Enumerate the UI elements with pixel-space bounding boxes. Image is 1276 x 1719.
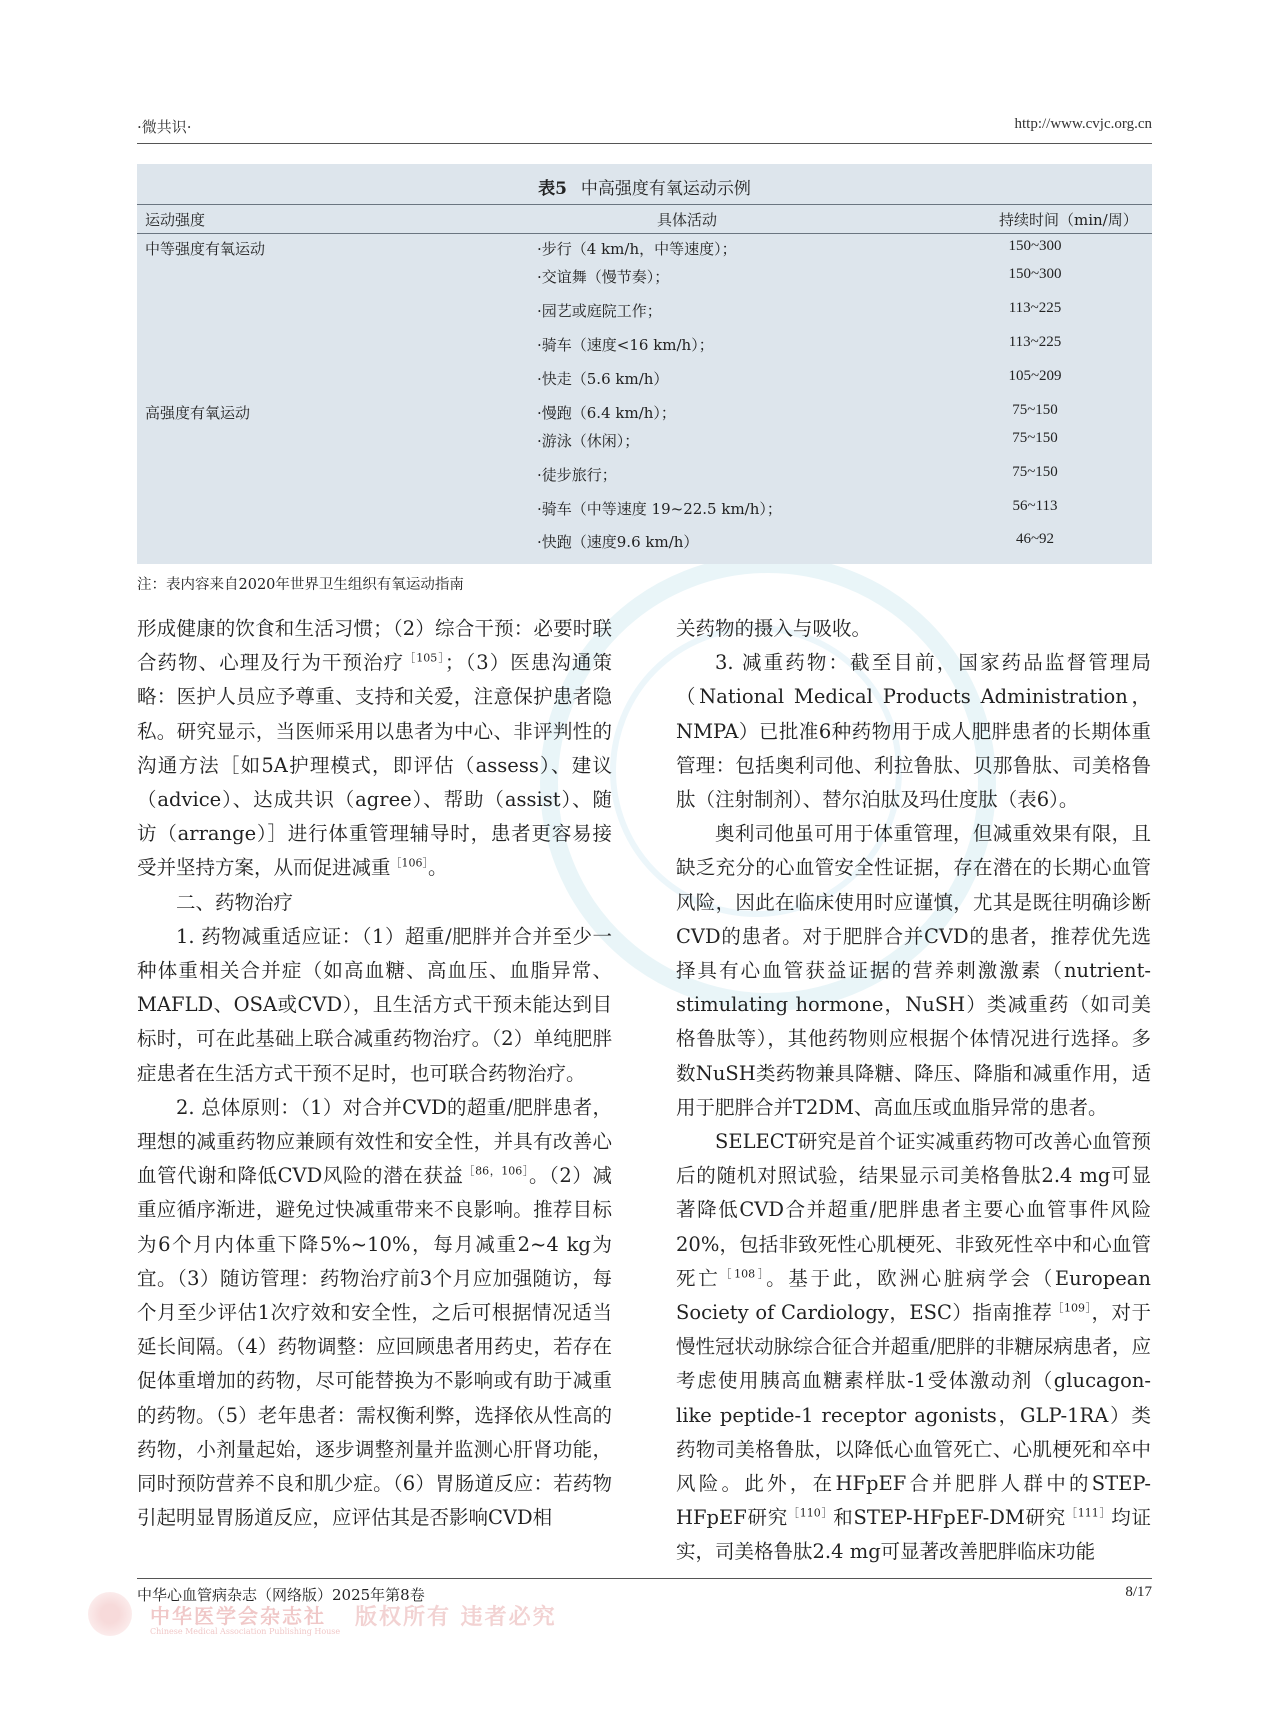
paragraph: 3. 减重药物：截至目前，国家药品监督管理局（National Medical Products Administration，NMPA）已批准6种药物用于成人肥胖患者的长期体重管理：包括奥利司他、利拉鲁肽、贝那鲁肽、司美格鲁肽（注射制剂）、替尔泊肽及玛仕度肽（表6）。 — [676, 651, 1151, 812]
table-activity: ·园艺或庭院工作； — [537, 302, 662, 320]
section-heading: 二、药物治疗 — [176, 890, 294, 914]
table-title — [137, 174, 1152, 199]
table-duration: 75~150 — [1012, 430, 1058, 446]
table-duration: 75~150 — [1012, 464, 1058, 480]
table-rule-top — [137, 204, 1152, 205]
paragraph: 形成健康的饮食和生活习惯；（2）综合干预：必要时联合药物、心理及行为干预治疗$^{[105]}$；（3）医患沟通策略：医护人员应予尊重、支持和关爱，注意保护患者隐私。研究显示，当医师采用以患者为中心、非评判性的沟通方法［如5A护理模式，即评估（assess）、建议（advice）、达成共识（agree）、帮助（assist）、随访（arrange）］进行体重管理辅导时，患者更容易接受并坚持方案，从而促进减重$^{[106]}$。 — [137, 617, 612, 880]
citation: ［86，106］ — [463, 1164, 529, 1178]
body-column-left — [137, 612, 612, 1535]
exercise-table — [137, 164, 1152, 564]
table-activity: ·步行（4 km/h，中等速度）； — [537, 240, 737, 258]
header-rule — [137, 143, 1152, 144]
table-activity: ·快走（5.6 km/h） — [537, 370, 669, 388]
publisher-name: 中华医学会杂志社 — [150, 1604, 326, 1628]
citation: ［111］ — [1066, 1506, 1112, 1520]
paragraph: 1. 药物减重适应证：（1）超重/肥胖并合并至少一种体重相关合并症（如高血糖、高血压、血脂异常、MAFLD、OSA或CVD），且生活方式干预未能达到目标时，可在此基础上联合减重药物治疗。（2）单纯肥胖症患者在生活方式干预不足时，也可联合药物治疗。 — [137, 924, 612, 1085]
table-activity: ·徒步旅行； — [537, 466, 617, 484]
citation: ［108］ — [720, 1267, 767, 1281]
paragraph: 2. 总体原则：（1）对合并CVD的超重/肥胖患者，理想的减重药物应兼顾有效性和安全性，并具有改善心血管代谢和降低CVD风险的潜在获益$^{[86,106]}$。（2）减重应循序渐进，避免过快减重带来不良影响。推荐目标为6个月内体重下降5%~10%，每月减重2~4 kg为宜。（3）随访管理：药物治疗前3个月应加强随访，每个月至少评估1次疗效和安全性，之后可根据情况适当延长间隔。（4）药物调整：应回顾患者用药史，若存在促体重增加的药物，尽可能替换为不影响或有助于减重的药物。（5）老年患者：需权衡利弊，选择依从性高的药物，小剂量起始，逐步调整剂量并监测心肝肾功能，同时预防营养不良和肌少症。（6）胃肠道反应：若药物引起明显胃肠道反应，应评估其是否影响CVD相 — [137, 1095, 612, 1530]
table-activity: ·快跑（速度9.6 km/h） — [537, 533, 699, 551]
table-duration: 75~150 — [1012, 402, 1058, 418]
table-note: 注：表内容来自2020年世界卫生组织有氧运动指南 — [137, 577, 464, 593]
table-activity: ·慢跑（6.4 km/h）； — [537, 404, 676, 422]
publisher-name-en: Chinese Medical Association Publishing House — [150, 1627, 341, 1636]
citation: ［109］ — [1052, 1301, 1092, 1315]
table-duration: 150~300 — [1008, 238, 1062, 254]
paragraph: SELECT研究是首个证实减重药物可改善心血管预后的随机对照试验，结果显示司美格鲁肽2.4 mg可显著降低CVD合并超重/肥胖患者主要心血管事件风险20%，包括非致死性心肌梗死、非致死性卒中和心血管死亡$^{[108]}$。基于此，欧洲心脏病学会（European Society of Cardiology，ESC）指南推荐$^{[109]}$，对于慢性冠状动脉综合征合并超重/肥胖的非糖尿病患者，应考虑使用胰高血糖素样肽-1受体激动剂（glucagon-like peptide-1 receptor agonists，GLP-1RA）类药物司美格鲁肽，以降低心血管死亡、心肌梗死和卒中风险。此外，在HFpEF合并肥胖人群中的STEP-HFpEF研究$^{[110]}$和STEP-HFpEF-DM研究$^{[111]}$均证实，司美格鲁肽2.4 mg可显著改善肥胖临床功能 — [676, 1130, 1151, 1564]
table-activity: ·骑车（速度<16 km/h）； — [537, 336, 714, 354]
citation: ［106］ — [390, 856, 429, 870]
journal-url: http://www.cvjc.org.cn — [1014, 116, 1152, 132]
table-rule-header — [137, 233, 1152, 234]
table-duration: 46~92 — [1015, 531, 1055, 547]
journal-issue: 中华心血管病杂志（网络版）2025年第8卷 — [137, 1586, 425, 1604]
intensity-moderate: 中等强度有氧运动 — [145, 240, 266, 258]
column-header-activity: 具体活动 — [657, 211, 718, 229]
column-header-intensity: 运动强度 — [145, 211, 206, 229]
table-duration: 56~113 — [1012, 498, 1058, 514]
copyright-notice: 版权所有 违者必究 — [355, 1604, 557, 1630]
citation: ［105］ — [404, 651, 445, 665]
table-duration: 113~225 — [1008, 334, 1062, 350]
footer-rule — [137, 1578, 1152, 1579]
paragraph: 关药物的摄入与吸收。 — [676, 617, 872, 640]
table-title-text: 中高强度有氧运动示例 — [580, 179, 751, 199]
paragraph: 奥利司他虽可用于体重管理，但减重效果有限，且缺乏充分的心血管安全性证据，存在潜在的长期心血管风险，因此在临床使用时应谨慎，尤其是既往明确诊断CVD的患者。对于肥胖合并CVD的患者，推荐优先选择具有心血管获益证据的营养刺激激素（nutrient-stimulating hormone，NuSH）类减重药（如司美格鲁肽等），其他药物则应根据个体情况进行选择。多数NuSH类药物兼具降糖、降压、降脂和减重作用，适用于肥胖合并T2DM、高血压或血脂异常的患者。 — [676, 822, 1151, 1119]
table-activity: ·游泳（休闲）； — [537, 432, 640, 450]
table-duration: 150~300 — [1008, 266, 1062, 282]
section-label: ·微共识· — [137, 118, 192, 136]
table-duration: 113~225 — [1008, 300, 1062, 316]
table-activity: ·骑车（中等速度 19~22.5 km/h）； — [537, 500, 782, 518]
table-duration: 105~209 — [1008, 368, 1062, 384]
table-label: 表5 — [538, 179, 567, 199]
body-column-right — [676, 612, 1151, 1570]
table-activity: ·交谊舞（慢节奏）； — [537, 268, 670, 286]
page-number: 8/17 — [1125, 1584, 1152, 1600]
intensity-vigorous: 高强度有氧运动 — [145, 404, 251, 422]
publisher-logo-icon — [88, 1592, 132, 1636]
column-header-duration: 持续时间（min/周） — [999, 211, 1138, 229]
citation: ［110］ — [788, 1506, 834, 1520]
